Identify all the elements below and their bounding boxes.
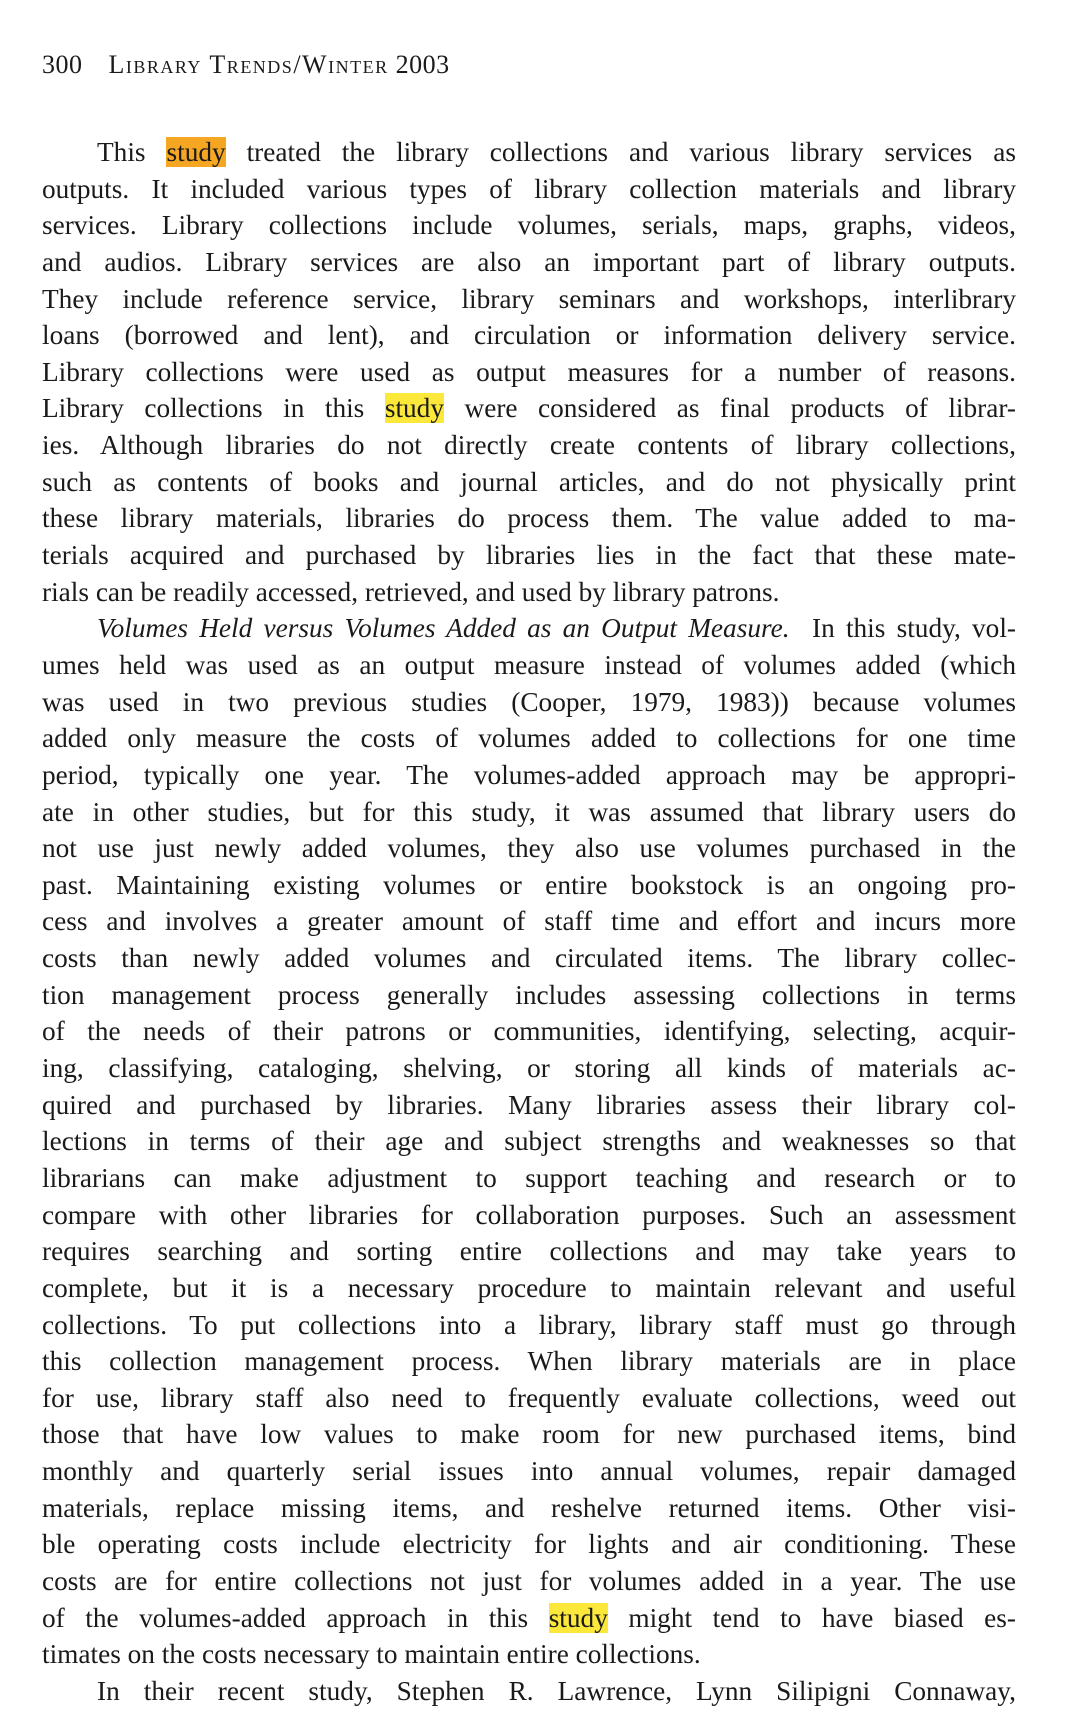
text-run: They include reference service, library seminars and workshops, interlibrary [42, 283, 1016, 314]
text-run: tion management process generally includes assessing collections in terms [42, 979, 1016, 1010]
text-line [42, 1380, 1016, 1417]
text-line [42, 537, 1016, 574]
text-run: those that have low values to make room for new purchased items, bind [42, 1419, 1016, 1450]
text-line [42, 171, 1016, 208]
text-line [42, 610, 1016, 647]
text-run: this collection management process. When library materials are in place [42, 1346, 1016, 1377]
text-line [42, 1307, 1016, 1344]
text-run: period, typically one year. The volumes-added approach may be appropri- [42, 759, 1016, 790]
text-line [42, 867, 1016, 904]
text-line [42, 1087, 1016, 1124]
text-line [42, 1600, 1016, 1637]
text-run: umes held was used as an output measure instead of volumes added (which [42, 649, 1016, 680]
text-line [42, 830, 1016, 867]
text-run: costs than newly added volumes and circulated items. The library collec- [42, 943, 1016, 974]
text-line [42, 464, 1016, 501]
text-run: ate in other studies, but for this study, it was assumed that library users do [42, 796, 1016, 827]
text-run: not use just newly added volumes, they also use volumes purchased in the [42, 833, 1016, 864]
text-run: timates on the costs necessary to maintain entire collections. [42, 1639, 701, 1670]
text-run: terials acquired and purchased by libraries lies in the fact that these mate- [42, 540, 1016, 571]
text-run: requires searching and sorting entire collections and may take years to [42, 1236, 1016, 1267]
text-run: materials, replace missing items, and reshelve returned items. Other visi- [42, 1492, 1016, 1523]
text-line [42, 940, 1016, 977]
text-run: loans (borrowed and lent), and circulation or information delivery service. [42, 320, 1016, 351]
text-line [42, 244, 1016, 281]
text-line [42, 1123, 1016, 1160]
section-heading: Volumes Held versus Volumes Added as an Output Measure. [97, 613, 790, 644]
text-line [42, 281, 1016, 318]
text-line [42, 757, 1016, 794]
text-line [42, 720, 1016, 757]
text-line [42, 1160, 1016, 1197]
text-line [42, 1416, 1016, 1453]
text-line [42, 1013, 1016, 1050]
text-run: these library materials, libraries do process them. The value added to ma- [42, 503, 1016, 534]
text-run: quired and purchased by libraries. Many libraries assess their library col- [42, 1089, 1016, 1120]
text-run: Library collections in this [42, 393, 385, 424]
text-run: were considered as final products of librar- [443, 393, 1016, 424]
text-run: costs are for entire collections not just for volumes added in a year. The use [42, 1565, 1016, 1596]
body-text [42, 134, 1016, 1710]
text-run: services. Library collections include volumes, serials, maps, graphs, videos, [42, 210, 1016, 241]
text-line [42, 574, 1016, 611]
text-run: added only measure the costs of volumes added to collections for one time [42, 723, 1016, 754]
text-run: monthly and quarterly serial issues into annual volumes, repair damaged [42, 1456, 1016, 1487]
text-run: Library collections were used as output measures for a number of reasons. [42, 356, 1016, 387]
text-run: ing, classifying, cataloging, shelving, or storing all kinds of materials ac- [42, 1053, 1016, 1084]
text-line [42, 1563, 1016, 1600]
text-run: In this study, vol- [789, 613, 1016, 644]
text-run: ies. Although libraries do not directly create contents of library collections, [42, 430, 1016, 461]
text-run: In their recent study, Stephen R. Lawrence, Lynn Silipigni Connaway, [97, 1675, 1016, 1706]
text-run: complete, but it is a necessary procedure to maintain relevant and useful [42, 1272, 1016, 1303]
text-line [42, 647, 1016, 684]
text-line [42, 903, 1016, 940]
text-line [42, 794, 1016, 831]
text-line [42, 1050, 1016, 1087]
text-run: ble operating costs include electricity for lights and air conditioning. These [42, 1529, 1016, 1560]
text-run: of the volumes-added approach in this [42, 1602, 549, 1633]
text-line [42, 390, 1016, 427]
text-run: This [97, 137, 167, 167]
text-run: treated the library collections and various library services as [225, 137, 1016, 167]
highlighted-term: study [548, 1602, 608, 1633]
text-line [42, 1453, 1016, 1490]
text-line [42, 1490, 1016, 1527]
text-line [42, 207, 1016, 244]
text-line [42, 134, 1016, 171]
text-line [42, 1673, 1016, 1710]
text-run: cess and involves a greater amount of staff time and effort and incurs more [42, 906, 1016, 937]
text-run: lections in terms of their age and subject strengths and weaknesses so that [42, 1126, 1016, 1157]
text-run: rials can be readily accessed, retrieved, and used by library patrons. [42, 576, 780, 607]
text-line [42, 1270, 1016, 1307]
text-line [42, 1197, 1016, 1234]
text-run: of the needs of their patrons or communities, identifying, selecting, acquir- [42, 1016, 1016, 1047]
text-line [42, 1233, 1016, 1270]
text-run: was used in two previous studies (Cooper, 1979, 1983)) because volumes [42, 686, 1016, 717]
running-head [42, 50, 450, 80]
text-run: librarians can make adjustment to support teaching and research or to [42, 1162, 1016, 1193]
highlighted-term: study [166, 137, 226, 167]
text-run: past. Maintaining existing volumes or entire bookstock is an ongoing pro- [42, 869, 1016, 900]
text-line [42, 1343, 1016, 1380]
text-run: might tend to have biased es- [607, 1602, 1016, 1633]
text-run: such as contents of books and journal articles, and do not physically print [42, 466, 1016, 497]
text-run: collections. To put collections into a library, library staff must go through [42, 1309, 1016, 1340]
text-line [42, 1526, 1016, 1563]
journal-title: Library Trends/Winter [108, 50, 389, 79]
text-line [42, 684, 1016, 721]
text-run: compare with other libraries for collaboration purposes. Such an assessment [42, 1199, 1016, 1230]
text-run: for use, library staff also need to frequently evaluate collections, weed out [42, 1382, 1016, 1413]
text-run: and audios. Library services are also an important part of library outputs. [42, 246, 1016, 277]
text-line [42, 427, 1016, 464]
highlighted-term: study [384, 393, 444, 424]
text-line [42, 1636, 1016, 1673]
text-line [42, 500, 1016, 537]
page-number: 300 [42, 50, 83, 79]
text-line [42, 317, 1016, 354]
journal-year: 2003 [395, 50, 450, 79]
text-line [42, 977, 1016, 1014]
text-line [42, 354, 1016, 391]
text-run: outputs. It included various types of library collection materials and library [42, 173, 1016, 204]
